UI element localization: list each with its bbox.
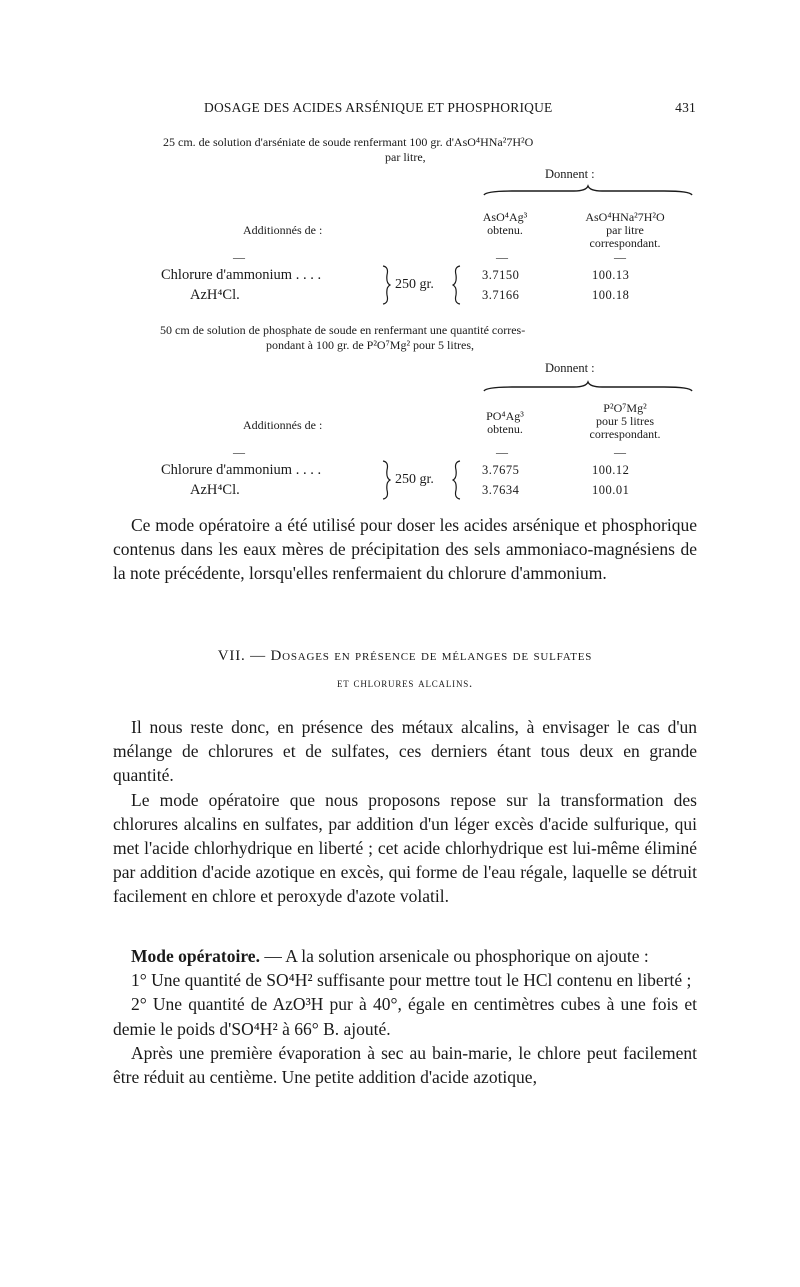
table2-additionnes: Additionnés de : <box>243 418 323 432</box>
paragraph-4: Après une première évaporation à sec au bain-marie, le chlore peut facilement être réduit au centième. Une petite addition d'acide azotique, <box>113 1042 697 1088</box>
paragraph-3: Le mode opératoire que nous proposons repose sur la transformation des chlorures alcalins en sulfates, par addition d'un léger excès d'acide sulfurique, qui met l'acide chlorhydrique en liberté ; cet acide chlorhydrique est lui-même éliminé par addition d'acide azotique en excès, qui forme de l'eau régale, laquelle se détruit facilement en chlore et peroxyde d'azote volatil. <box>113 789 697 907</box>
table2-dash-col2: — <box>614 445 626 459</box>
section-heading <box>113 648 697 691</box>
running-head <box>112 98 696 120</box>
table1-row-label2: AzH⁴Cl. <box>190 287 240 303</box>
table1-amount: 250 gr. <box>395 277 434 292</box>
paragraph-1: Ce mode opératoire a été utilisé pour doser les acides arsénique et phosphorique contenus dans les eaux mères de précipitation des sels ammoniaco-magnésiens de la note précédente, lorsqu'elles renfermaient du chlorure d'ammonium. <box>113 515 697 584</box>
table1-col2-line3: correspondant. <box>589 236 661 250</box>
table2-intro-line2: pondant à 100 gr. de P²O⁷Mg² pour 5 litres, <box>266 338 475 352</box>
table2-brace-left <box>452 460 462 505</box>
table1-donnent: Donnent : <box>545 167 595 181</box>
table1-brace-right <box>381 265 391 310</box>
table2-dash-col1: — <box>496 445 508 459</box>
mode-lead: Mode opératoire. <box>131 946 260 966</box>
step-2: 2° Une quantité de AzO³H pur à 40°, égale en centimètres cubes à une fois et demie le poids d'SO⁴H² à 66° B. ajouté. <box>113 994 697 1039</box>
table1-brace-left <box>452 265 462 310</box>
step-1: 1° Une quantité de SO⁴H² suffisante pour mettre tout le HCl contenu en liberté ; <box>131 970 692 991</box>
mode-text: — A la solution arsenicale ou phosphorique on ajoute : <box>259 946 649 966</box>
table2-intro-line1: 50 cm de solution de phosphate de soude en renfermant une quantité corres- <box>160 323 526 337</box>
table1-col1-line1: AsO⁴Ag³ <box>482 210 528 224</box>
paragraph-mode-used <box>113 513 697 586</box>
table1-additionnes: Additionnés de : <box>243 223 323 237</box>
table2-amount: 250 gr. <box>395 472 434 487</box>
table1-obtained-2: 3.7166 <box>482 288 520 302</box>
table2-col2-line2: pour 5 litres <box>596 414 654 428</box>
table2-col1-line2: obtenu. <box>487 422 523 436</box>
table2-col2-line1: P²O⁷Mg² <box>603 401 647 415</box>
table1-brace <box>482 184 694 200</box>
table2-donnent: Donnent : <box>545 361 595 375</box>
table1-col2-header <box>555 211 695 250</box>
table2-dash-label: — <box>233 445 245 459</box>
table2-col1-header <box>465 410 545 436</box>
table2-intro <box>160 323 680 353</box>
table2-obtained-2: 3.7634 <box>482 483 520 497</box>
table2-col2-line3: correspondant. <box>589 427 661 441</box>
table2-obtained-1: 3.7675 <box>482 463 520 477</box>
procedure-text <box>113 944 697 1089</box>
table2-col2-header <box>555 402 695 441</box>
mode-paragraph <box>113 944 697 968</box>
table2-corresponding-2: 100.01 <box>592 483 630 497</box>
table2-col1-line1: PO⁴Ag³ <box>486 409 524 423</box>
table1-row-label1: Chlorure d'ammonium . . . . <box>161 267 322 283</box>
section-heading-line1: VII. — Dosages en présence de mélanges de sulfates <box>217 648 593 664</box>
table1-dash-label: — <box>233 250 245 264</box>
table2-brace <box>482 380 694 396</box>
table1-corresponding-2: 100.18 <box>592 288 630 302</box>
table1-intro <box>163 135 683 165</box>
table2-brace-right <box>381 460 391 505</box>
table2-row-label2: AzH⁴Cl. <box>190 482 240 498</box>
table1-obtained-1: 3.7150 <box>482 268 520 282</box>
table1-corresponding-1: 100.13 <box>592 268 630 282</box>
section-heading-line2: et chlorures alcalins. <box>337 676 473 690</box>
table2-corresponding-1: 100.12 <box>592 463 630 477</box>
paragraph-2: Il nous reste donc, en présence des métaux alcalins, à envisager le cas d'un mélange de chlorures et de sulfates, ces derniers étant tous deux en grande quantité. <box>113 717 697 786</box>
page-number: 431 <box>675 100 696 115</box>
table1-intro-line2: par litre, <box>385 150 426 164</box>
running-title: DOSAGE DES ACIDES ARSÉNIQUE ET PHOSPHORIQUE <box>204 100 553 115</box>
table1-col1-line2: obtenu. <box>487 223 523 237</box>
table1-dash-col2: — <box>614 250 626 264</box>
table2-row-label1: Chlorure d'ammonium . . . . <box>161 462 322 478</box>
table1-dash-col1: — <box>496 250 508 264</box>
table1-col2-line1: AsO⁴HNa²7H²O <box>585 210 665 224</box>
table1-col1-header <box>465 211 545 237</box>
body-text <box>113 715 697 909</box>
table1-intro-line1: 25 cm. de solution d'arséniate de soude renfermant 100 gr. d'AsO⁴HNa²7H²O <box>163 135 534 149</box>
table1-col2-line2: par litre <box>606 223 644 237</box>
